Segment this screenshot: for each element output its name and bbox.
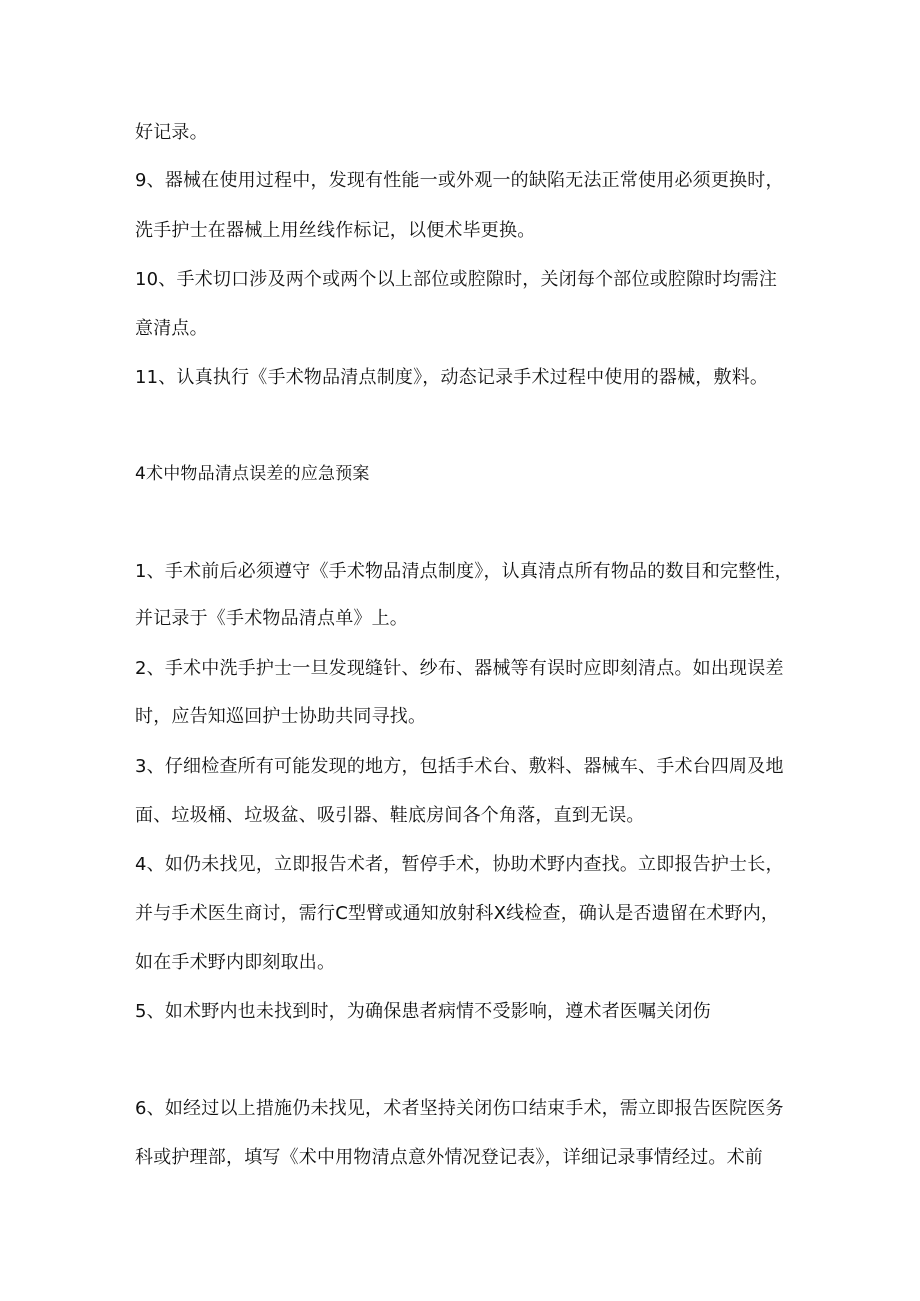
text-line: 11、认真执行《手术物品清点制度》，动态记录手术过程中使用的器械，敷料。 bbox=[135, 367, 769, 388]
text-line: 9、器械在使用过程中，发现有性能一或外观一的缺陷无法正常使用必须更换时， bbox=[135, 170, 784, 191]
text-line: 好记录。 bbox=[135, 122, 208, 143]
text-line: 3、仔细检查所有可能发现的地方，包括手术台、敷料、器械车、手术台四周及地 bbox=[135, 756, 784, 777]
text-line: 如在手术野内即刻取出。 bbox=[135, 952, 336, 973]
section-heading: 4术中物品清点误差的应急预案 bbox=[135, 464, 370, 484]
text-line: 4、如仍未找见，立即报告术者，暂停手术，协助术野内查找。立即报告护士长， bbox=[135, 854, 784, 875]
text-line: 时，应告知巡回护士协助共同寻找。 bbox=[135, 706, 427, 727]
text-line: 科或护理部，填写《术中用物清点意外情况登记表》，详细记录事情经过。术前 bbox=[135, 1147, 763, 1168]
text-line: 10、手术切口涉及两个或两个以上部位或腔隙时，关闭每个部位或腔隙时均需注 bbox=[135, 269, 778, 290]
text-line: 并与手术医生商讨，需行C型臂或通知放射科X线检查，确认是否遗留在术野内， bbox=[135, 903, 780, 924]
text-line: 1、手术前后必须遵守《手术物品清点制度》，认真清点所有物品的数目和完整性， bbox=[135, 561, 793, 582]
text-line: 意清点。 bbox=[135, 318, 208, 339]
text-line: 面、垃圾桶、垃圾盆、吸引器、鞋底房间各个角落，直到无误。 bbox=[135, 805, 645, 826]
text-line: 并记录于《手术物品清点单》上。 bbox=[135, 608, 408, 629]
text-line: 5、如术野内也未找到时，为确保患者病情不受影响，遵术者医嘱关闭伤 bbox=[135, 1001, 711, 1022]
text-line: 洗手护士在器械上用丝线作标记，以便术毕更换。 bbox=[135, 220, 536, 241]
text-line: 6、如经过以上措施仍未找见，术者坚持关闭伤口结束手术，需立即报告医院医务 bbox=[135, 1098, 784, 1119]
text-line: 2、手术中洗手护士一旦发现缝针、纱布、器械等有误时应即刻清点。如出现误差 bbox=[135, 658, 784, 679]
